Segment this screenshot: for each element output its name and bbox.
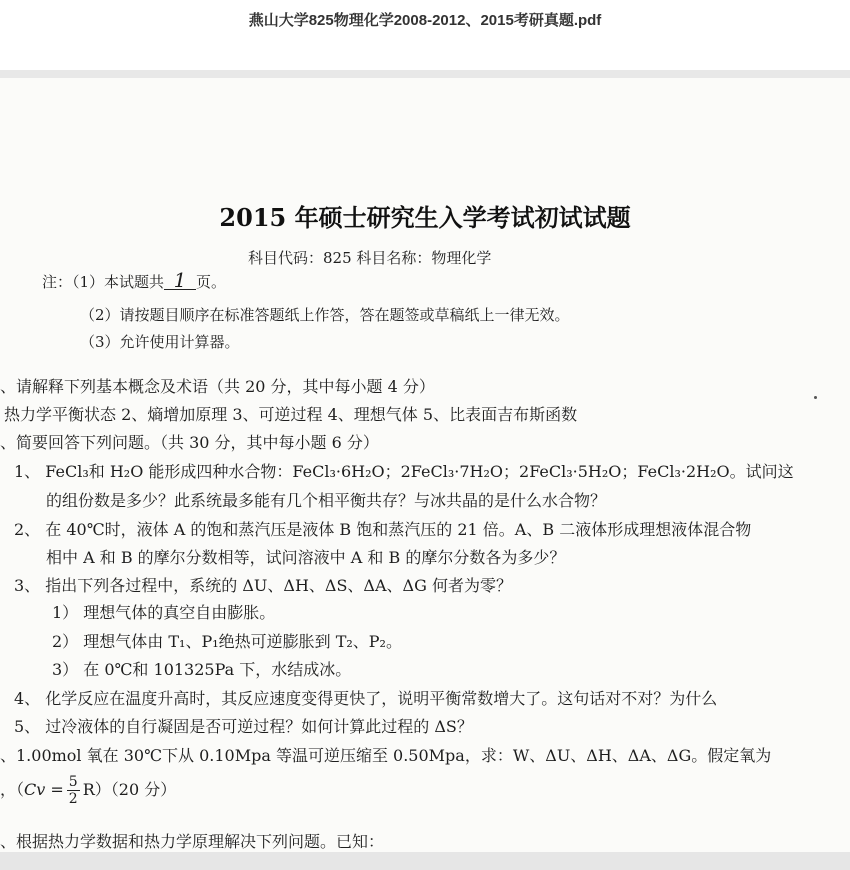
subject-line: 科目代码：825 科目名称：物理化学 [248,249,492,267]
question-2-4: 4、 化学反应在温度升高时，其反应速度变得更快了，说明平衡常数增大了。这句话对不对？为什么 [14,689,718,708]
question-2-1-line-2: 的组份数是多少？此系统最多能有几个相平衡共存？与冰共晶的是什么水合物？ [46,491,607,510]
section-2-heading: 、简要回答下列问题。（共 30 分，其中每小题 6 分） [0,433,379,452]
viewer-header [0,0,850,70]
handwritten-page-count: 1 [164,271,196,290]
section-3-line: 、1.00mol 氧在 30℃下从 0.10Mpa 等温可逆压缩至 0.50Mpa，求：W、ΔU、ΔH、ΔA、ΔG。假定氧为 [0,746,772,765]
document-page [0,78,850,852]
scan-speck [814,396,817,399]
exam-title: 2015 年硕士研究生入学考试初试试题 [219,203,631,232]
question-2-3: 3、 指出下列各过程中，系统的 ΔU、ΔH、ΔS、ΔA、ΔG 何者为零？ [14,576,512,595]
question-2-2-line-1: 2、 在 40℃时，液体 A 的饱和蒸汽压是液体 B 饱和蒸汽压的 21 倍。A、B 二液体形成理想液体混合物 [14,520,752,539]
question-2-3-sub-3: 3） 在 0℃和 101325Pa 下，水结成冰。 [52,660,352,679]
cv-rhs: R）（20 分） [82,780,177,799]
section-1-items: 热力学平衡状态 2、熵增加原理 3、可逆过程 4、理想气体 5、比表面吉布斯函数 [4,405,578,424]
question-2-5: 5、 过冷液体的自行凝固是否可逆过程？如何计算此过程的 ΔS？ [14,717,473,736]
note-1 [42,268,227,292]
cv-denominator: 2 [68,791,78,807]
question-2-3-sub-1: 1） 理想气体的真空自由膨胀。 [52,603,276,622]
section-3-cv-formula [0,774,176,807]
cv-fraction [67,774,80,807]
section-4-line: 、根据热力学数据和热力学原理解决下列问题。已知： [0,832,385,851]
note-1-suffix: 页。 [196,273,227,291]
cv-prefix: ，（ [0,780,25,799]
viewer-footer [0,852,850,870]
note-1-prefix: 注：（1）本试题共 [42,273,165,291]
cv-numerator: 5 [68,774,78,790]
cv-lhs: Cv = [24,780,64,799]
header-divider [0,70,850,78]
document-title: 燕山大学825物理化学2008-2012、2015考研真题.pdf [248,12,602,29]
question-2-2-line-2: 相中 A 和 B 的摩尔分数相等，试问溶液中 A 和 B 的摩尔分数各为多少？ [46,548,566,567]
question-2-1-line-1: 1、 FeCl₃和 H₂O 能形成四种水合物：FeCl₃·6H₂O；2FeCl₃·7H₂O；2FeCl₃·5H₂O；FeCl₃·2H₂O。试问这 [14,462,794,481]
note-2: （2）请按题目顺序在标准答题纸上作答，答在题签或草稿纸上一律无效。 [80,306,570,324]
note-3: （3）允许使用计算器。 [80,333,240,351]
section-1-heading: 、请解释下列基本概念及术语（共 20 分，其中每小题 4 分） [0,377,435,396]
question-2-3-sub-2: 2） 理想气体由 T₁、P₁绝热可逆膨胀到 T₂、P₂。 [52,632,402,651]
